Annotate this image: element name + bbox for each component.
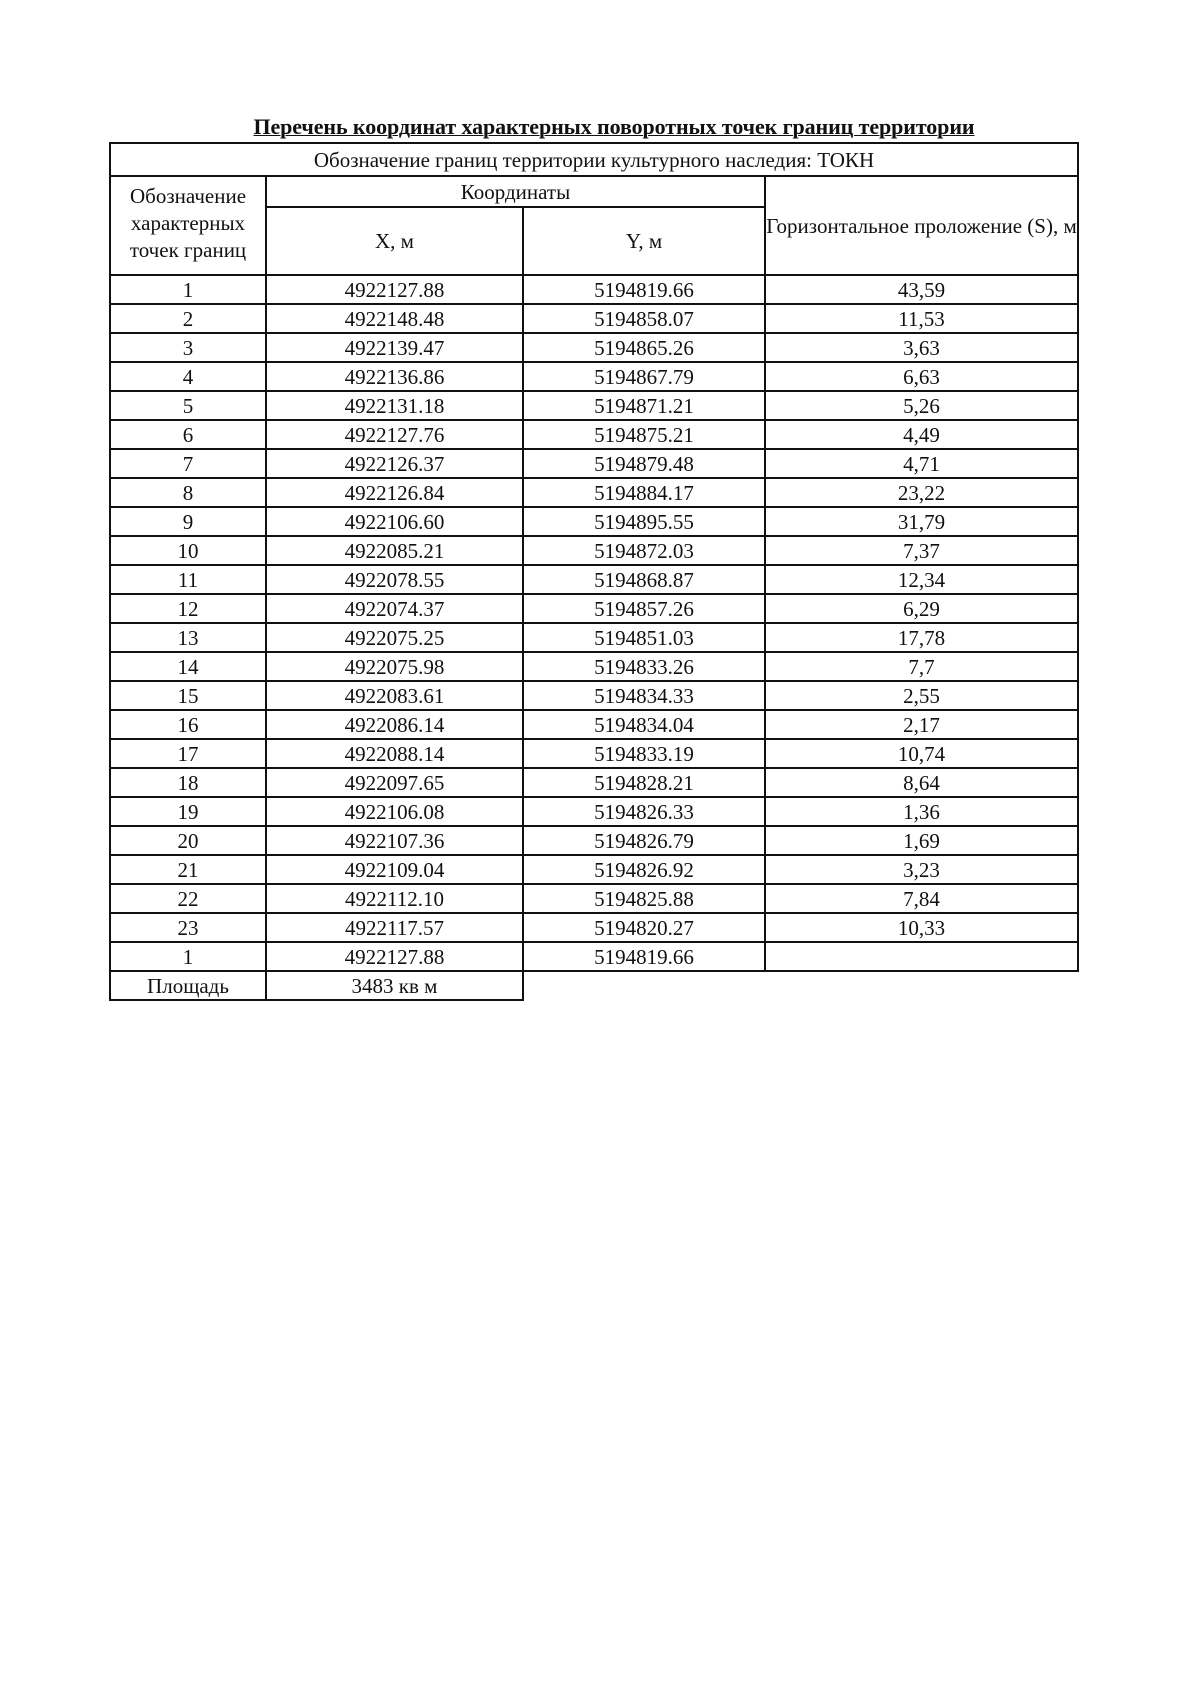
y-cell: 5194884.17 — [523, 478, 765, 507]
distance-cell: 10,74 — [765, 739, 1078, 768]
distance-cell: 2,55 — [765, 681, 1078, 710]
point-cell: 1 — [110, 275, 266, 304]
x-cell: 4922126.37 — [266, 449, 523, 478]
point-cell: 5 — [110, 391, 266, 420]
distance-cell: 1,36 — [765, 797, 1078, 826]
x-cell: 4922131.18 — [266, 391, 523, 420]
distance-cell: 43,59 — [765, 275, 1078, 304]
distance-cell: 3,23 — [765, 855, 1078, 884]
point-cell: 21 — [110, 855, 266, 884]
table-row — [110, 420, 1078, 449]
distance-cell: 8,64 — [765, 768, 1078, 797]
table-row — [110, 565, 1078, 594]
x-cell: 4922075.25 — [266, 623, 523, 652]
table-row — [110, 333, 1078, 362]
y-cell: 5194825.88 — [523, 884, 765, 913]
x-cell: 4922106.08 — [266, 797, 523, 826]
y-cell: 5194867.79 — [523, 362, 765, 391]
distance-cell: 12,34 — [765, 565, 1078, 594]
distance-cell: 31,79 — [765, 507, 1078, 536]
table-row — [110, 768, 1078, 797]
x-cell: 4922127.76 — [266, 420, 523, 449]
table-row — [110, 884, 1078, 913]
y-cell: 5194826.33 — [523, 797, 765, 826]
distance-cell: 1,69 — [765, 826, 1078, 855]
point-cell: 10 — [110, 536, 266, 565]
table-row — [110, 507, 1078, 536]
distance-column-header: Горизонтальное проложение (S), м — [765, 176, 1078, 275]
point-cell: 23 — [110, 913, 266, 942]
point-cell: 9 — [110, 507, 266, 536]
y-cell: 5194875.21 — [523, 420, 765, 449]
point-cell: 19 — [110, 797, 266, 826]
point-cell: 12 — [110, 594, 266, 623]
y-cell: 5194857.26 — [523, 594, 765, 623]
distance-cell: 4,49 — [765, 420, 1078, 449]
x-cell: 4922083.61 — [266, 681, 523, 710]
distance-cell: 10,33 — [765, 913, 1078, 942]
point-cell: 4 — [110, 362, 266, 391]
y-cell: 5194868.87 — [523, 565, 765, 594]
distance-cell: 6,29 — [765, 594, 1078, 623]
distance-cell — [765, 942, 1078, 971]
x-column-header: X, м — [266, 207, 523, 275]
y-cell: 5194819.66 — [523, 942, 765, 971]
distance-cell: 7,84 — [765, 884, 1078, 913]
y-cell: 5194865.26 — [523, 333, 765, 362]
x-cell: 4922109.04 — [266, 855, 523, 884]
point-cell: 18 — [110, 768, 266, 797]
point-cell: 15 — [110, 681, 266, 710]
coordinates-header: Координаты — [266, 176, 765, 207]
distance-cell: 4,71 — [765, 449, 1078, 478]
y-cell: 5194895.55 — [523, 507, 765, 536]
point-cell: 7 — [110, 449, 266, 478]
x-cell: 4922078.55 — [266, 565, 523, 594]
point-cell: 20 — [110, 826, 266, 855]
distance-cell: 11,53 — [765, 304, 1078, 333]
page-title: Перечень координат характерных поворотных точек границ территории — [253, 114, 975, 139]
y-cell: 5194819.66 — [523, 275, 765, 304]
distance-cell: 2,17 — [765, 710, 1078, 739]
y-cell: 5194820.27 — [523, 913, 765, 942]
y-cell: 5194872.03 — [523, 536, 765, 565]
y-cell: 5194828.21 — [523, 768, 765, 797]
table-row — [110, 942, 1078, 971]
x-cell: 4922127.88 — [266, 275, 523, 304]
table-row — [110, 913, 1078, 942]
y-cell: 5194833.19 — [523, 739, 765, 768]
x-cell: 4922086.14 — [266, 710, 523, 739]
point-cell: 17 — [110, 739, 266, 768]
point-cell: 16 — [110, 710, 266, 739]
y-cell: 5194834.04 — [523, 710, 765, 739]
point-cell: 11 — [110, 565, 266, 594]
y-cell: 5194826.79 — [523, 826, 765, 855]
table-row — [110, 391, 1078, 420]
x-cell: 4922106.60 — [266, 507, 523, 536]
area-value: 3483 кв м — [266, 971, 523, 1000]
table-header-row — [110, 176, 1078, 207]
x-cell: 4922107.36 — [266, 826, 523, 855]
y-cell: 5194879.48 — [523, 449, 765, 478]
distance-cell: 6,63 — [765, 362, 1078, 391]
table-row — [110, 304, 1078, 333]
x-cell: 4922088.14 — [266, 739, 523, 768]
x-cell: 4922136.86 — [266, 362, 523, 391]
area-row-blank — [523, 971, 1078, 1000]
table-row — [110, 797, 1078, 826]
point-cell: 14 — [110, 652, 266, 681]
table-row — [110, 594, 1078, 623]
y-column-header: Y, м — [523, 207, 765, 275]
point-cell: 22 — [110, 884, 266, 913]
table-row — [110, 710, 1078, 739]
table-row — [110, 449, 1078, 478]
y-cell: 5194858.07 — [523, 304, 765, 333]
point-cell: 13 — [110, 623, 266, 652]
table-row — [110, 478, 1078, 507]
y-cell: 5194871.21 — [523, 391, 765, 420]
y-cell: 5194851.03 — [523, 623, 765, 652]
x-cell: 4922097.65 — [266, 768, 523, 797]
x-cell: 4922074.37 — [266, 594, 523, 623]
distance-cell: 23,22 — [765, 478, 1078, 507]
y-cell: 5194826.92 — [523, 855, 765, 884]
area-label: Площадь — [110, 971, 266, 1000]
y-cell: 5194834.33 — [523, 681, 765, 710]
table-row — [110, 275, 1078, 304]
table-row — [110, 739, 1078, 768]
point-cell: 8 — [110, 478, 266, 507]
point-column-header: Обозначение характерных точек границ — [110, 176, 266, 275]
x-cell: 4922126.84 — [266, 478, 523, 507]
table-subtitle: Обозначение границ территории культурного наследия: ТОКН — [110, 143, 1078, 176]
x-cell: 4922075.98 — [266, 652, 523, 681]
point-cell: 2 — [110, 304, 266, 333]
x-cell: 4922139.47 — [266, 333, 523, 362]
x-cell: 4922127.88 — [266, 942, 523, 971]
table-row — [110, 536, 1078, 565]
table-row — [110, 681, 1078, 710]
y-cell: 5194833.26 — [523, 652, 765, 681]
point-cell: 1 — [110, 942, 266, 971]
table-row — [110, 826, 1078, 855]
table-row — [110, 362, 1078, 391]
x-cell: 4922085.21 — [266, 536, 523, 565]
distance-cell: 3,63 — [765, 333, 1078, 362]
distance-cell: 17,78 — [765, 623, 1078, 652]
x-cell: 4922148.48 — [266, 304, 523, 333]
table-row — [110, 623, 1078, 652]
x-cell: 4922112.10 — [266, 884, 523, 913]
point-cell: 3 — [110, 333, 266, 362]
distance-cell: 5,26 — [765, 391, 1078, 420]
x-cell: 4922117.57 — [266, 913, 523, 942]
point-cell: 6 — [110, 420, 266, 449]
table-subtitle-row — [110, 143, 1078, 176]
table-row — [110, 855, 1078, 884]
distance-cell: 7,37 — [765, 536, 1078, 565]
distance-cell: 7,7 — [765, 652, 1078, 681]
area-row — [110, 971, 1078, 1000]
table-row — [110, 652, 1078, 681]
coordinates-table — [109, 142, 1079, 1001]
